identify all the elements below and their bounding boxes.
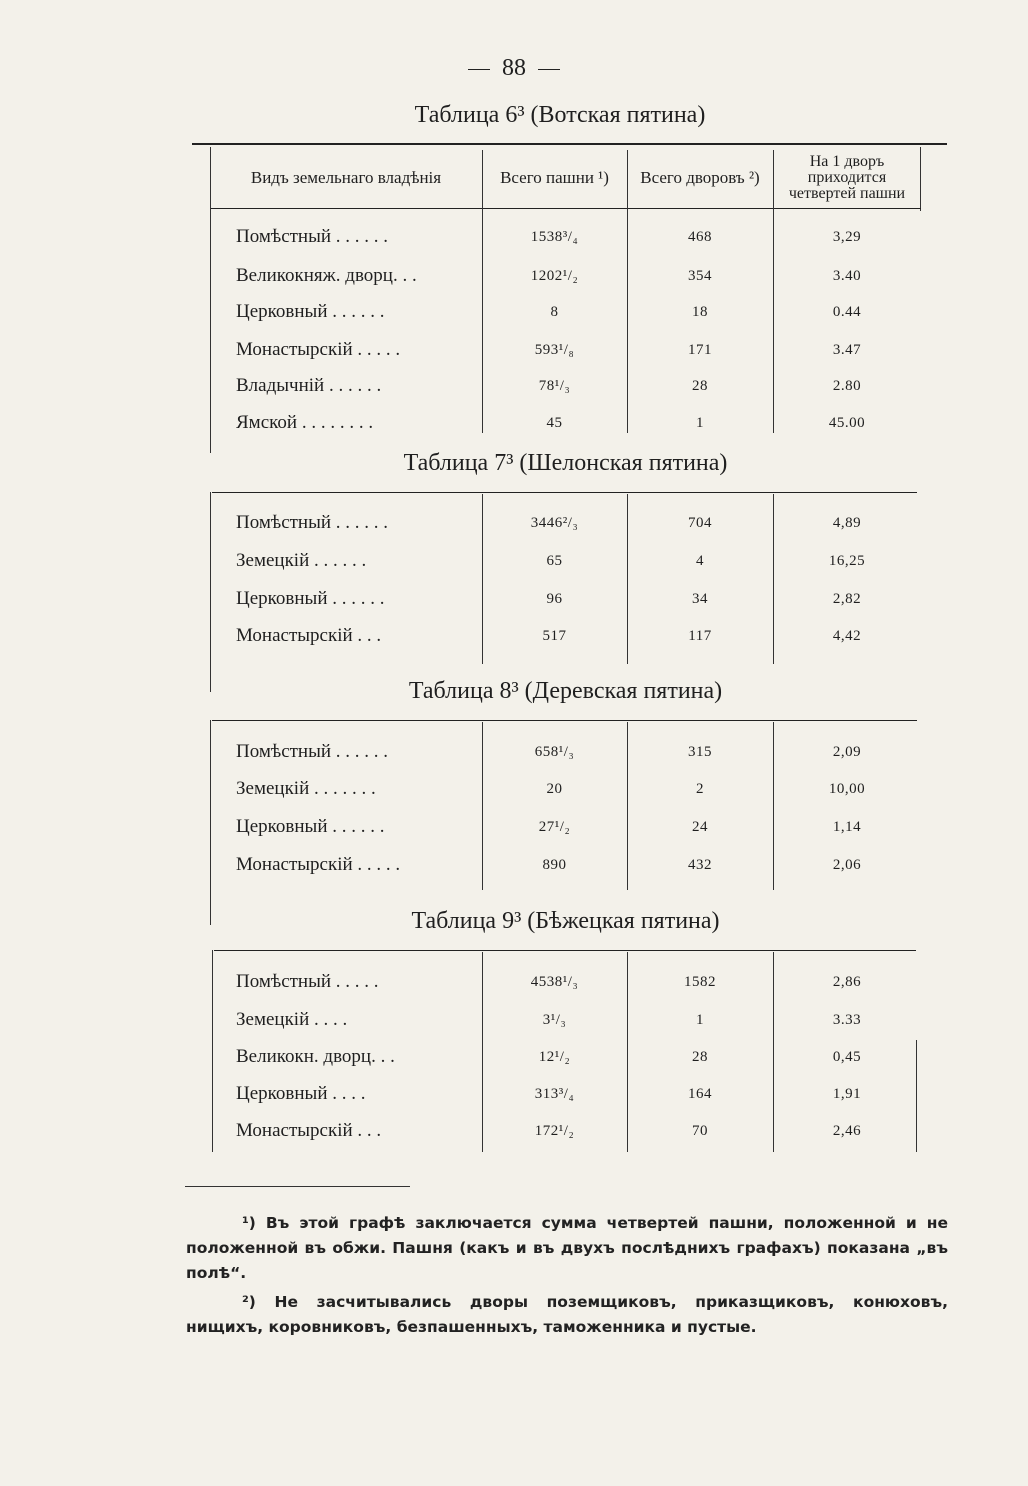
column-rule xyxy=(627,952,628,1152)
table-row xyxy=(210,809,921,845)
row-arable: 20 xyxy=(546,780,563,797)
row-arable: 96 xyxy=(546,590,563,607)
row-yards: 4 xyxy=(696,552,704,569)
column-rule xyxy=(212,950,213,1152)
row-land-type: Церковный . . . . . . xyxy=(236,588,385,609)
column-rule xyxy=(773,952,774,1152)
column-rule xyxy=(482,150,483,433)
row-yards: 2 xyxy=(696,780,704,797)
row-per-yard: 2,06 xyxy=(832,856,862,873)
row-yards: 354 xyxy=(688,267,712,284)
column-rule xyxy=(916,1040,917,1152)
row-arable: 1202¹/₂ xyxy=(530,267,579,284)
row-arable: 593¹/₈ xyxy=(534,341,575,358)
row-yards: 28 xyxy=(692,377,708,394)
row-land-type: Монастырскій . . . xyxy=(236,625,382,646)
column-rule xyxy=(482,722,483,890)
row-arable: 3446²/₃ xyxy=(530,514,579,531)
row-per-yard: 3.33 xyxy=(832,1011,862,1028)
column-rule xyxy=(210,720,211,925)
row-per-yard: 1,91 xyxy=(832,1085,862,1102)
row-per-yard: 0.44 xyxy=(832,303,862,320)
row-yards: 28 xyxy=(692,1048,708,1065)
row-arable: 65 xyxy=(546,552,563,569)
table-row xyxy=(210,332,921,368)
table-row xyxy=(210,1039,921,1075)
header-total-yards: Всего дворовъ ²) xyxy=(640,167,760,187)
row-per-yard: 3.40 xyxy=(832,267,862,284)
footnote-1 xyxy=(186,1211,948,1286)
header-per-yard: На 1 дворъ приходится четвертей пашни xyxy=(788,152,906,202)
row-per-yard: 2,09 xyxy=(832,743,862,760)
row-land-type: Монастырскій . . . . . xyxy=(236,854,401,875)
row-arable: 3¹/₃ xyxy=(542,1011,567,1028)
row-arable: 172¹/₂ xyxy=(534,1122,575,1139)
row-per-yard: 10,00 xyxy=(828,780,866,797)
row-per-yard: 2.80 xyxy=(832,377,862,394)
row-land-type: Ямской . . . . . . . . xyxy=(236,412,374,433)
column-rule xyxy=(627,494,628,664)
footnote-rule xyxy=(185,1186,410,1187)
row-land-type: Церковный . . . . . . xyxy=(236,301,385,322)
row-arable: 78¹/₃ xyxy=(538,377,571,394)
row-land-type: Помѣстный . . . . . . xyxy=(236,226,389,247)
column-rule xyxy=(210,147,211,211)
row-per-yard: 16,25 xyxy=(828,552,866,569)
table-row xyxy=(210,505,921,541)
row-per-yard: 0,45 xyxy=(832,1048,862,1065)
row-land-type: Монастырскій . . . xyxy=(236,1120,382,1141)
table-row xyxy=(210,219,921,255)
table-row xyxy=(210,405,921,441)
header-land-type: Видъ земельнаго владѣнія xyxy=(250,167,442,187)
row-yards: 164 xyxy=(688,1085,712,1102)
row-arable: 8 xyxy=(550,303,559,320)
footnote-1-text: ¹) Въ этой графѣ заключается сумма четвертей пашни, положенной и не положенной въ обжи. Пашня (какъ и въ двухъ послѣднихъ графахъ) показана „въ полѣ“. xyxy=(186,1214,948,1282)
section-rule xyxy=(212,720,917,721)
section-rule xyxy=(212,492,917,493)
row-yards: 1 xyxy=(696,414,704,431)
row-per-yard: 4,42 xyxy=(832,627,862,644)
row-land-type: Земецкій . . . . . . xyxy=(236,550,367,571)
row-land-type: Земецкій . . . . . . . xyxy=(236,778,376,799)
row-land-type: Великокняж. дворц. . . xyxy=(236,265,417,286)
column-rule xyxy=(773,494,774,664)
row-land-type: Церковный . . . . xyxy=(236,1083,366,1104)
row-arable: 1538³/₄ xyxy=(530,228,579,245)
row-yards: 117 xyxy=(688,627,712,644)
table-row xyxy=(210,581,921,617)
section-title-derevskaya: Таблица 8³ (Деревская пятина) xyxy=(408,678,723,704)
column-rule xyxy=(482,494,483,664)
row-per-yard: 3,29 xyxy=(832,228,862,245)
footnote-2 xyxy=(186,1290,948,1340)
row-yards: 704 xyxy=(688,514,712,531)
table-header xyxy=(210,147,921,208)
row-yards: 468 xyxy=(688,228,712,245)
row-yards: 34 xyxy=(692,590,708,607)
header-bottom-rule xyxy=(210,208,921,209)
row-yards: 24 xyxy=(692,818,708,835)
row-arable: 517 xyxy=(542,627,567,644)
table-row xyxy=(210,368,921,404)
table-row xyxy=(210,1002,921,1038)
row-per-yard: 4,89 xyxy=(832,514,862,531)
table-row xyxy=(210,543,921,579)
column-rule xyxy=(482,952,483,1152)
column-rule xyxy=(920,147,921,211)
column-rule xyxy=(627,722,628,890)
table-row xyxy=(210,1113,921,1149)
row-land-type: Помѣстный . . . . . xyxy=(236,971,379,992)
row-yards: 1 xyxy=(696,1011,704,1028)
row-per-yard: 2,82 xyxy=(832,590,862,607)
row-yards: 315 xyxy=(688,743,712,760)
column-rule xyxy=(773,722,774,890)
row-per-yard: 45.00 xyxy=(828,414,866,431)
table-row xyxy=(210,618,921,654)
row-land-type: Помѣстный . . . . . . xyxy=(236,741,389,762)
row-per-yard: 3.47 xyxy=(832,341,862,358)
footnote-2-text: ²) Не засчитывались дворы поземщиковъ, приказщиковъ, конюховъ, нищихъ, коровниковъ, безпашенныхъ, таможенника и пустые. xyxy=(186,1293,948,1336)
column-rule xyxy=(210,492,211,692)
table-row xyxy=(210,258,921,294)
header-total-arable: Всего пашни ¹) xyxy=(500,167,609,187)
section-title-bezhetskaya: Таблица 9³ (Бѣжецкая пятина) xyxy=(411,908,720,934)
row-land-type: Великокн. дворц. . . xyxy=(236,1046,395,1067)
row-land-type: Монастырскій . . . . . xyxy=(236,339,401,360)
row-arable: 45 xyxy=(546,414,563,431)
section-rule xyxy=(214,950,916,951)
row-arable: 4538¹/₃ xyxy=(530,973,579,990)
row-land-type: Церковный . . . . . . xyxy=(236,816,385,837)
table-top-rule xyxy=(192,143,947,145)
row-yards: 18 xyxy=(692,303,708,320)
section-title-shelonskaya: Таблица 7³ (Шелонская пятина) xyxy=(403,450,728,476)
row-arable: 658¹/₃ xyxy=(534,743,575,760)
table-row xyxy=(210,294,921,330)
row-yards: 171 xyxy=(688,341,712,358)
row-yards: 1582 xyxy=(684,973,716,990)
table-row xyxy=(210,1076,921,1112)
table-row xyxy=(210,847,921,883)
row-per-yard: 2,86 xyxy=(832,973,862,990)
page-number: 88 xyxy=(0,55,1028,82)
row-per-yard: 2,46 xyxy=(832,1122,862,1139)
column-rule xyxy=(210,208,211,453)
row-land-type: Земецкій . . . . xyxy=(236,1009,348,1030)
row-per-yard: 1,14 xyxy=(832,818,862,835)
row-land-type: Владычній . . . . . . xyxy=(236,375,382,396)
row-arable: 890 xyxy=(542,856,567,873)
row-arable: 12¹/₂ xyxy=(538,1048,571,1065)
row-yards: 432 xyxy=(688,856,712,873)
row-land-type: Помѣстный . . . . . . xyxy=(236,512,389,533)
table-row xyxy=(210,734,921,770)
table-row xyxy=(210,964,921,1000)
row-arable: 313³/₄ xyxy=(534,1085,575,1102)
column-rule xyxy=(773,150,774,433)
row-yards: 70 xyxy=(692,1122,708,1139)
row-arable: 27¹/₂ xyxy=(538,818,571,835)
section-title-votskaya: Таблица 6³ (Вотская пятина) xyxy=(414,102,706,128)
table-row xyxy=(210,771,921,807)
column-rule xyxy=(627,150,628,433)
